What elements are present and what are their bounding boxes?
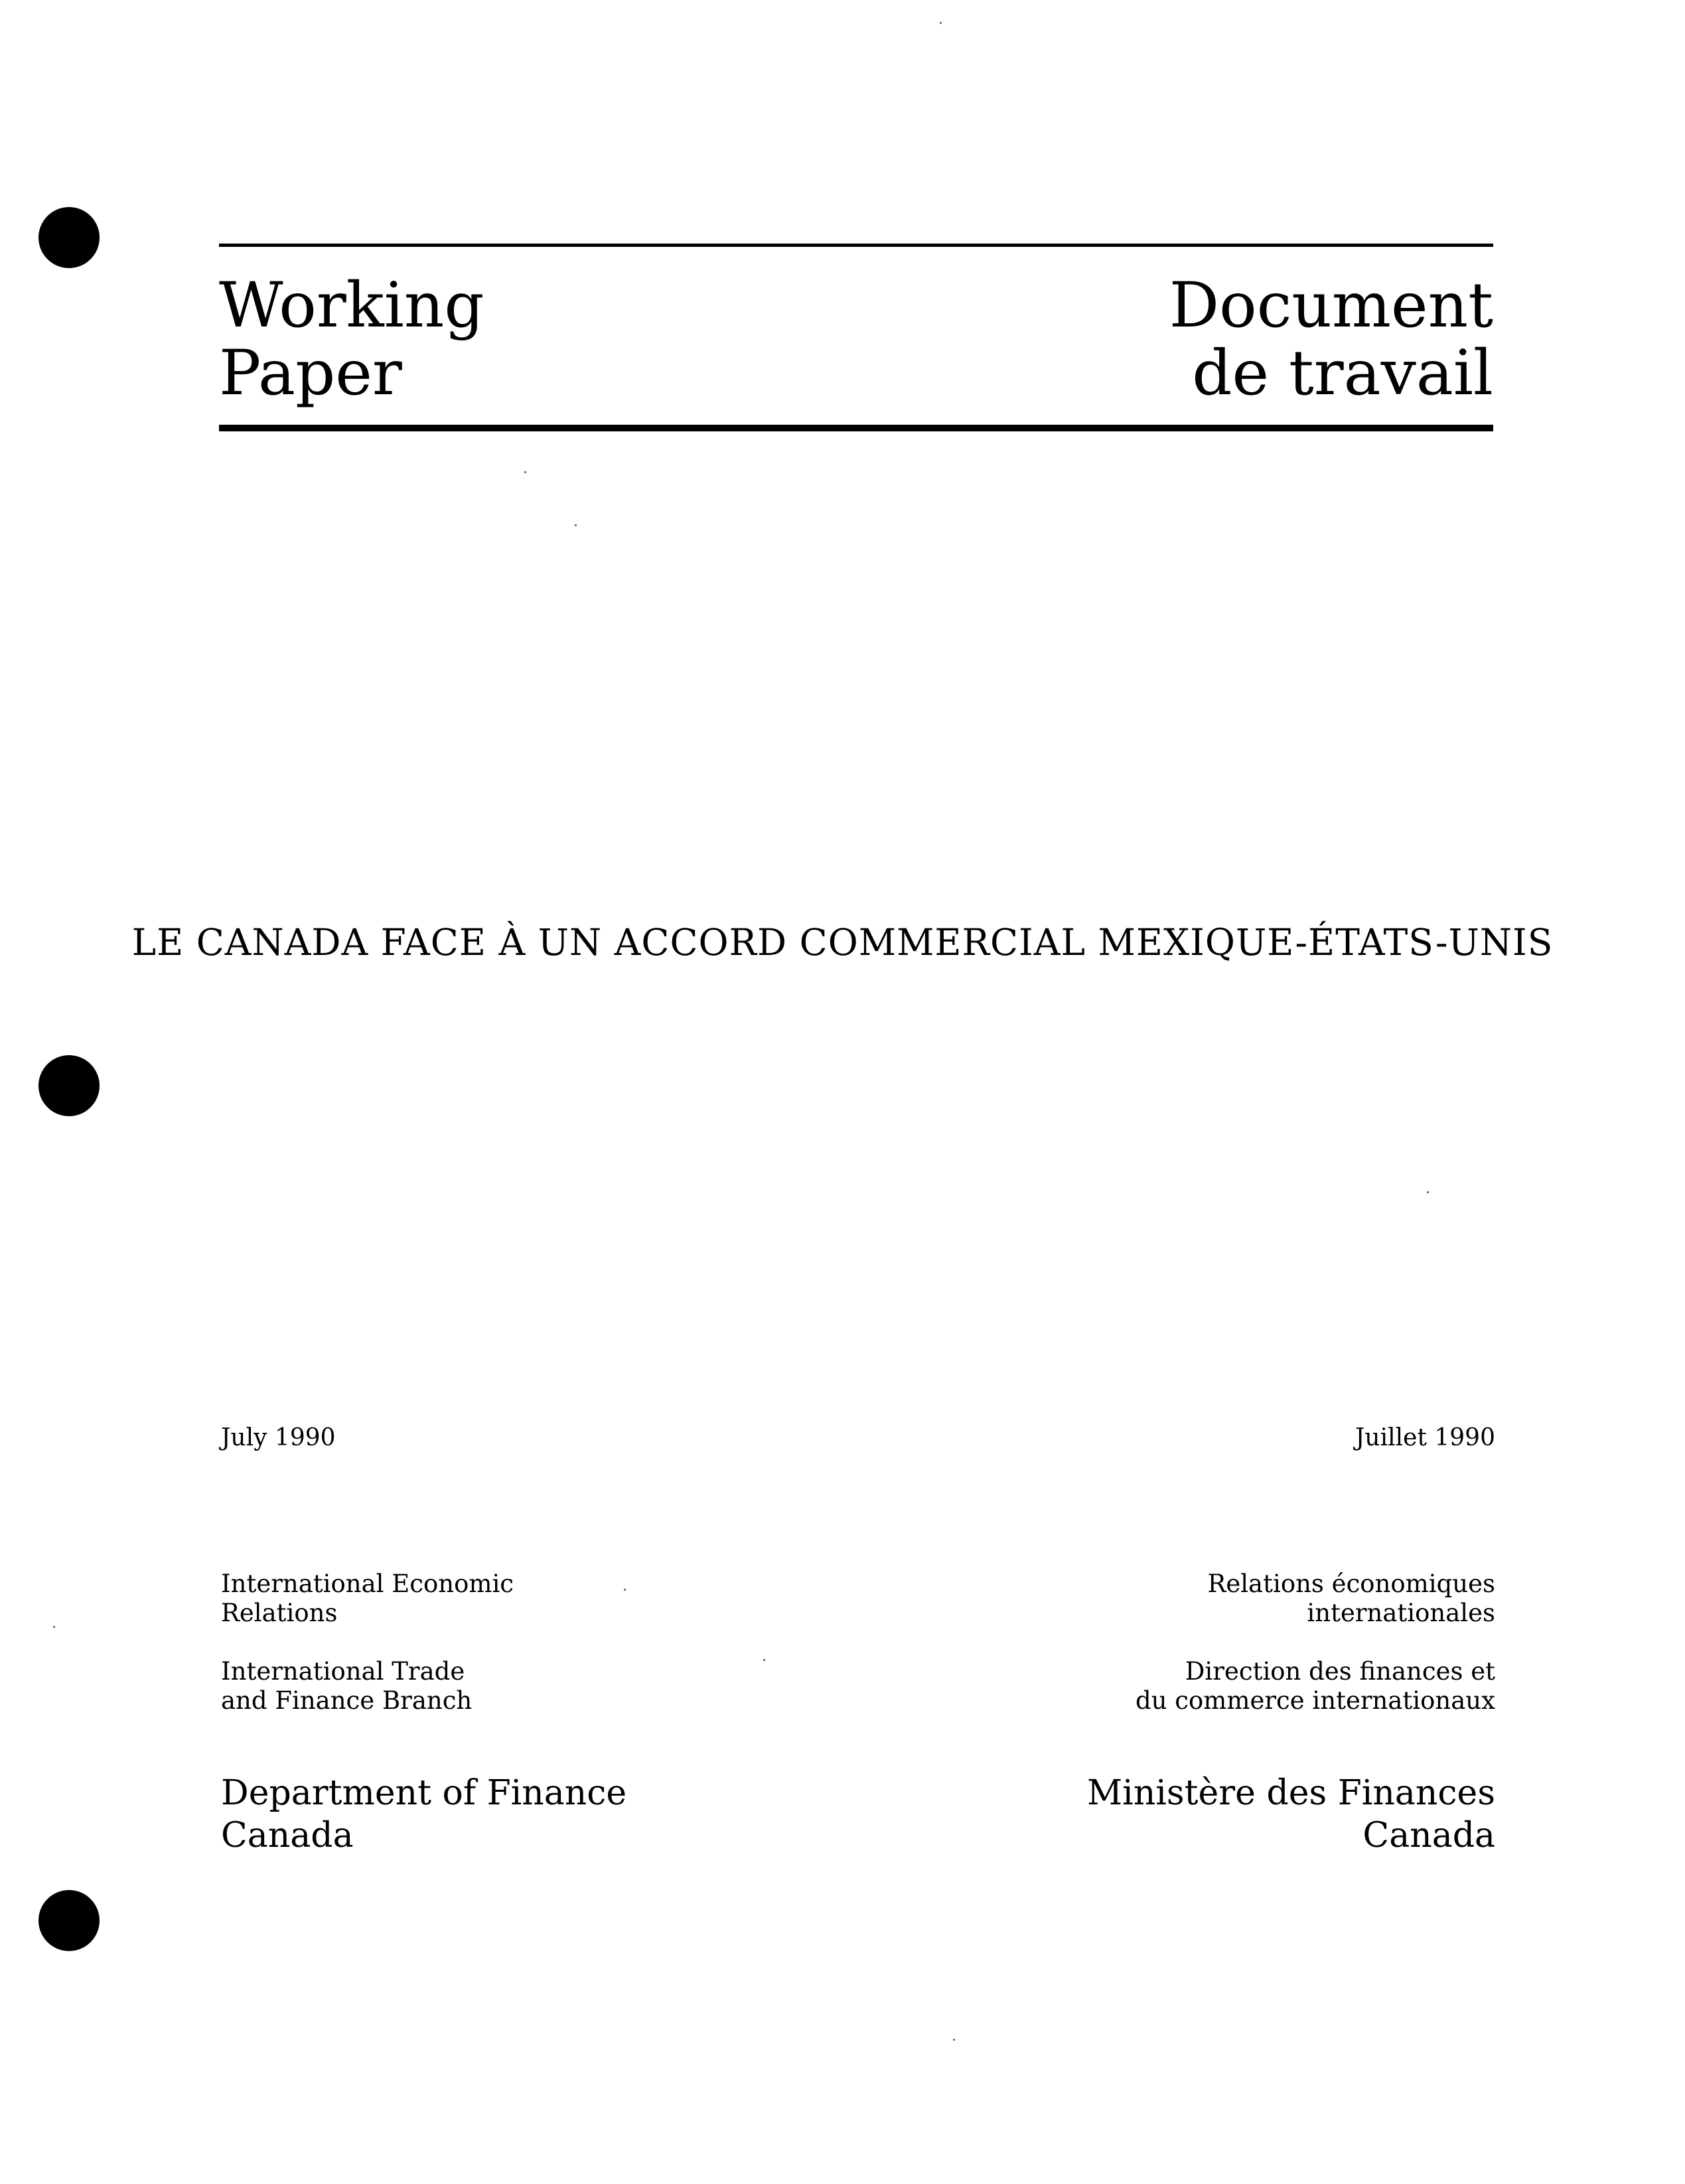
branch-english <box>221 1657 472 1715</box>
branch-french <box>1136 1657 1495 1715</box>
punch-hole-middle <box>38 1055 100 1116</box>
date-french: Juillet 1990 <box>1355 1424 1495 1451</box>
working-paper-title <box>219 269 484 409</box>
document-title: LE CANADA FACE À UN ACCORD COMMERCIAL MEXIQUE-ÉTATS-UNIS <box>131 921 1554 964</box>
department-english <box>221 1772 626 1857</box>
unit-french-line-2: internationales <box>1307 1599 1495 1627</box>
unit-english <box>221 1569 514 1628</box>
document-de-travail-line-1: Document <box>1169 269 1493 342</box>
scan-speck <box>53 1626 55 1628</box>
scan-speck <box>624 1589 626 1591</box>
working-paper-line-1: Working <box>219 269 484 342</box>
department-french-line-2: Canada <box>1362 1816 1495 1856</box>
header-bottom-rule <box>219 425 1493 431</box>
department-english-line-1: Department of Finance <box>221 1773 627 1813</box>
unit-english-line-1: International Economic <box>221 1569 514 1598</box>
working-paper-line-2: Paper <box>219 337 402 409</box>
scan-speck <box>575 524 577 526</box>
document-de-travail-line-2: de travail <box>1192 337 1493 409</box>
scan-speck <box>1427 1191 1429 1193</box>
punch-hole-bottom <box>38 1890 100 1951</box>
document-de-travail-title <box>1169 269 1493 409</box>
department-french-line-1: Ministère des Finances <box>1086 1773 1495 1813</box>
header-top-rule <box>219 244 1493 247</box>
branch-french-line-1: Direction des finances et <box>1185 1657 1495 1686</box>
punch-hole-top <box>38 207 100 268</box>
scan-speck <box>940 22 942 24</box>
unit-french-line-1: Relations économiques <box>1207 1569 1495 1598</box>
date-english: July 1990 <box>221 1424 336 1451</box>
branch-english-line-2: and Finance Branch <box>221 1686 473 1715</box>
branch-french-line-2: du commerce internationaux <box>1136 1686 1495 1715</box>
department-english-line-2: Canada <box>221 1816 354 1856</box>
branch-english-line-1: International Trade <box>221 1657 465 1686</box>
unit-french <box>1207 1569 1495 1628</box>
unit-english-line-2: Relations <box>221 1599 338 1627</box>
scan-speck <box>763 1659 765 1661</box>
scan-speck <box>953 2039 955 2041</box>
scan-speck <box>524 471 526 473</box>
department-french <box>1087 1772 1495 1857</box>
